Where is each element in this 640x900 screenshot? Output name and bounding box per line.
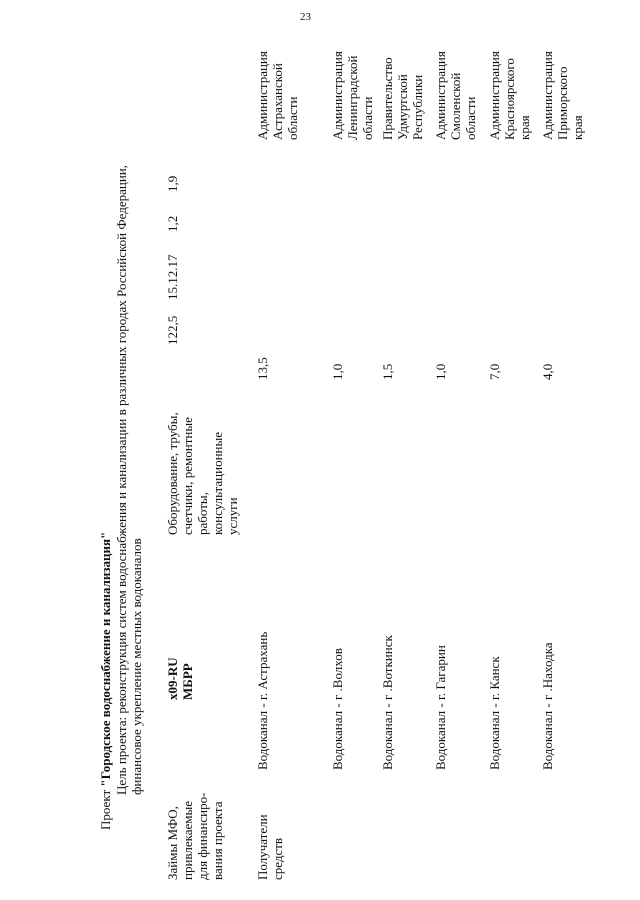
loan-value-2: 1,9	[165, 175, 180, 192]
loans-label: Займы МФО, привлекаемые для финансиро- вания проекта	[165, 792, 225, 880]
loan-purpose: Оборудование, трубы, счетчики, ремонтные работы, консультационные услуги	[165, 412, 240, 535]
project-goal-line1: Цель проекта: реконструкция систем водоснабжения и канализации в различных городах Российской Федерации,	[114, 164, 129, 795]
loan-value-1: 1,2	[165, 215, 180, 232]
project-prefix: Проект	[98, 786, 113, 830]
recipients-label: Получатели средств	[255, 814, 285, 880]
project-title-line	[98, 532, 113, 830]
recipient-admin-kansk: Администрация Красноярского края	[487, 51, 532, 140]
recipient-name-gagarin: Водоканал - г. Гагарин	[433, 645, 448, 770]
recipient-admin-astrakhan: Администрация Астраханской области	[255, 51, 300, 140]
recipient-amount-volkhov: 1,0	[330, 363, 345, 380]
loan-amount: 122,5	[165, 315, 180, 345]
recipient-admin-gagarin: Администрация Смоленской области	[433, 51, 478, 140]
recipient-amount-astrakhan: 13,5	[255, 357, 270, 380]
recipient-name-nakhodka: Водоканал - г .Находка	[540, 642, 555, 770]
page-number: 23	[300, 11, 311, 23]
rotated-table	[0, 20, 640, 880]
recipient-name-votkinsk: Водоканал - г .Воткинск	[380, 635, 395, 770]
recipient-amount-votkinsk: 1,5	[380, 363, 395, 380]
recipient-amount-nakhodka: 4,0	[540, 363, 555, 380]
recipient-admin-volkhov: Администрация Ленинградской области	[330, 51, 375, 140]
recipient-admin-votkinsk: Правительство Удмуртской Республики	[380, 57, 425, 140]
loan-code: х09-RU МБРР	[165, 657, 195, 700]
project-goal-line2: финансовое укрепление местных водоканалов	[129, 538, 144, 795]
recipient-name-volkhov: Водоканал - г .Волхов	[330, 648, 345, 770]
recipient-name-astrakhan: Водоканал - г. Астрахань	[255, 631, 270, 770]
recipient-name-kansk: Водоканал - г. Канск	[487, 656, 502, 770]
loan-date: 15.12.17	[165, 254, 180, 300]
recipient-amount-kansk: 7,0	[487, 363, 502, 380]
project-title: "Городское водоснабжение и канализация"	[98, 531, 113, 787]
recipient-amount-gagarin: 1,0	[433, 363, 448, 380]
recipient-admin-nakhodka: Администрация Приморского края	[540, 51, 585, 140]
